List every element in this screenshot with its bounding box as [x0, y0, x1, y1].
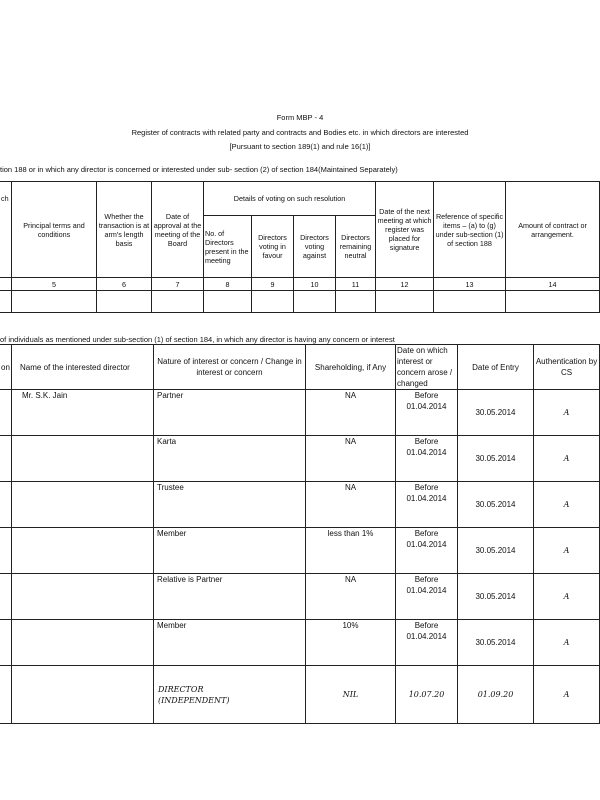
part2-title: of individuals as mentioned under sub-section (1) of section 184, in which any director is having any concern or interest	[0, 335, 395, 344]
empty-cell	[0, 574, 12, 620]
empty-cell	[0, 620, 12, 666]
table-row	[0, 620, 600, 666]
table-row	[0, 390, 600, 436]
date-arose-line1: Before	[414, 483, 439, 492]
part1-title: tion 188 or in which any director is concerned or interested under sub- section (2) of section 184(Maintained Separately)	[0, 165, 398, 174]
empty-cell	[294, 291, 336, 313]
handwritten-nature-line1: DIRECTOR	[158, 684, 204, 694]
cs-signature: A	[534, 528, 600, 574]
cs-signature: A	[534, 574, 600, 620]
empty-cell	[0, 291, 12, 313]
number-cell: 6	[97, 278, 152, 291]
director-name	[12, 574, 154, 620]
number-cell: 5	[12, 278, 97, 291]
director-name: Mr. S.K. Jain	[12, 390, 154, 436]
date-entry: 30.05.2014	[458, 436, 534, 482]
form-number: Form MBP - 4	[276, 113, 324, 122]
interest-nature: Partner	[154, 390, 306, 436]
empty-cell	[376, 291, 434, 313]
shareholding-value: NA	[306, 390, 396, 436]
number-cell	[0, 278, 12, 291]
col-voting-group: Details of voting on such resolution	[204, 182, 376, 216]
handwritten-nature	[154, 666, 306, 724]
col-remaining-neutral: Directors remaining neutral	[336, 216, 376, 278]
date-arose-line2: 01.04.2014	[406, 402, 447, 411]
empty-cell	[152, 291, 204, 313]
empty-cell	[204, 291, 252, 313]
table-row	[0, 482, 600, 528]
director-name	[12, 528, 154, 574]
shareholding-value: NA	[306, 482, 396, 528]
date-arose-line2: 01.04.2014	[406, 540, 447, 549]
cs-signature: A	[534, 620, 600, 666]
empty-cell	[12, 666, 154, 724]
date-arose-line1: Before	[414, 621, 439, 630]
date-entry: 30.05.2014	[458, 620, 534, 666]
col-date-entry: Date of Entry	[458, 345, 534, 390]
date-arose-line2: 01.04.2014	[406, 448, 447, 457]
col-date-arose: Date on which interest or concern arose / changed	[396, 345, 458, 390]
col-nature-interest: Nature of interest or concern / Change in interest or concern	[154, 345, 306, 390]
empty-cell	[434, 291, 506, 313]
director-name	[12, 482, 154, 528]
handwritten-shareholding: NIL	[306, 666, 396, 724]
date-arose-line2: 01.04.2014	[406, 632, 447, 641]
empty-cell	[0, 528, 12, 574]
empty-cell	[336, 291, 376, 313]
date-arose-line1: Before	[414, 437, 439, 446]
date-arose	[396, 482, 458, 528]
shareholding-value: 10%	[306, 620, 396, 666]
date-arose	[396, 390, 458, 436]
col-date-approval: Date of approval at the meeting of the Board	[152, 182, 204, 278]
director-name	[12, 620, 154, 666]
shareholding-value: less than 1%	[306, 528, 396, 574]
shareholding-value: NA	[306, 436, 396, 482]
empty-cell	[97, 291, 152, 313]
col-reference: Reference of specific items – (a) to (g) under sub-section (1) of section 188	[434, 182, 506, 278]
handwritten-date-arose: 10.07.20	[396, 666, 458, 724]
contracts-table	[0, 181, 600, 313]
date-arose-line2: 01.04.2014	[406, 586, 447, 595]
date-entry: 30.05.2014	[458, 574, 534, 620]
cs-signature: A	[534, 436, 600, 482]
interest-nature: Member	[154, 528, 306, 574]
interest-nature: Relative is Partner	[154, 574, 306, 620]
date-arose-line2: 01.04.2014	[406, 494, 447, 503]
cs-signature: A	[534, 390, 600, 436]
number-cell: 10	[294, 278, 336, 291]
empty-cell	[12, 291, 97, 313]
director-name	[12, 436, 154, 482]
empty-cell	[506, 291, 600, 313]
date-entry: 30.05.2014	[458, 390, 534, 436]
date-entry: 30.05.2014	[458, 528, 534, 574]
col-authentication: Authentication by CS	[534, 345, 600, 390]
col-voting-against: Directors voting against	[294, 216, 336, 278]
date-arose	[396, 436, 458, 482]
date-arose-line1: Before	[414, 575, 439, 584]
col-arms-length: Whether the transaction is at arm's length basis	[97, 182, 152, 278]
number-cell: 8	[204, 278, 252, 291]
register-subtitle: [Pursuant to section 189(1) and rule 16(1)]	[229, 142, 371, 151]
table-row	[0, 528, 600, 574]
empty-cell	[252, 291, 294, 313]
number-cell: 7	[152, 278, 204, 291]
number-cell: 14	[506, 278, 600, 291]
number-cell: 13	[434, 278, 506, 291]
col-amount: Amount of contract or arrangement.	[506, 182, 600, 278]
col-principal-terms: Principal terms and conditions	[12, 182, 97, 278]
table-row	[0, 574, 600, 620]
col-next-meeting: Date of the next meeting at which register was placed for signature	[376, 182, 434, 278]
table-row	[0, 436, 600, 482]
col-cut-header: ch	[0, 182, 12, 278]
empty-cell	[0, 482, 12, 528]
col-interested-director: Name of the interested director	[12, 345, 154, 390]
empty-cell	[0, 666, 12, 724]
interest-nature: Karta	[154, 436, 306, 482]
interests-table	[0, 344, 600, 724]
date-arose	[396, 528, 458, 574]
empty-cell	[0, 436, 12, 482]
col-voting-favour: Directors voting in favour	[252, 216, 294, 278]
interest-nature: Trustee	[154, 482, 306, 528]
date-arose	[396, 574, 458, 620]
interest-nature: Member	[154, 620, 306, 666]
number-cell: 12	[376, 278, 434, 291]
date-arose-line1: Before	[414, 391, 439, 400]
cs-signature: A	[534, 482, 600, 528]
register-title: Register of contracts with related party and contracts and Bodies etc. in which directors are interested	[131, 128, 469, 137]
shareholding-value: NA	[306, 574, 396, 620]
col-cut-header: on	[0, 345, 12, 390]
date-arose-line1: Before	[414, 529, 439, 538]
handwritten-date-entry: 01.09.20	[458, 666, 534, 724]
number-cell: 11	[336, 278, 376, 291]
date-entry: 30.05.2014	[458, 482, 534, 528]
col-directors-present: No. of Directors present in the meeting	[204, 216, 252, 278]
date-arose	[396, 620, 458, 666]
cs-signature: A	[534, 666, 600, 724]
number-cell: 9	[252, 278, 294, 291]
handwritten-nature-line2: (INDEPENDENT)	[158, 695, 230, 705]
table-row-handwritten	[0, 666, 600, 724]
empty-cell	[0, 390, 12, 436]
col-shareholding: Shareholding, if Any	[306, 345, 396, 390]
